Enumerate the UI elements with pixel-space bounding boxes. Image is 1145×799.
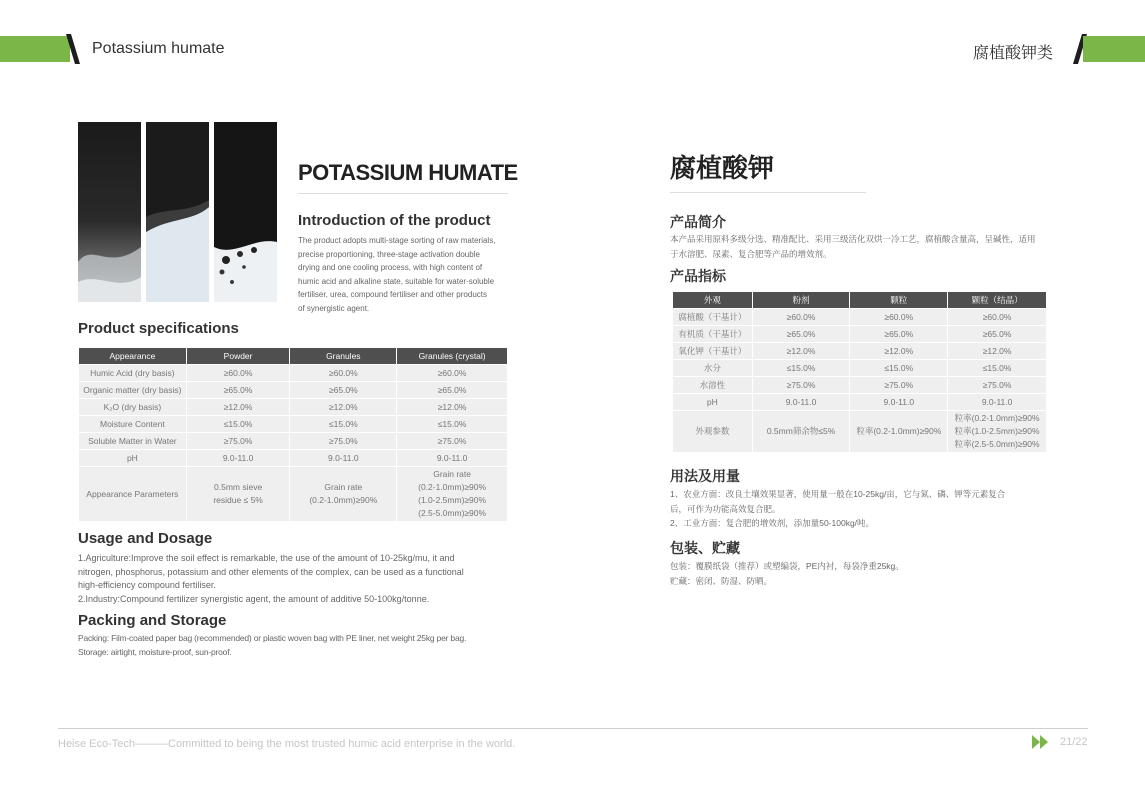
table-cell: Humic Acid (dry basis) [79,365,187,382]
table-header-cell: Granules (crystal) [397,348,508,365]
packing-heading-cn: 包装、贮藏 [670,540,740,556]
table-row [79,382,508,399]
table-cell: 粒率(0.2-1.0mm)≥90% [850,411,948,453]
table-header-cell: 颗粒 [850,292,948,309]
table-cell: ≥12.0% [397,399,508,416]
table-cell: ≥65.0% [186,382,290,399]
table-cell: 9.0-11.0 [397,450,508,467]
table-cell: ≥60.0% [290,365,397,382]
table-cell: ≤15.0% [850,360,948,377]
intro-heading-cn: 产品简介 [670,214,726,230]
spec-heading-cn: 产品指标 [670,268,726,284]
table-row [79,399,508,416]
table-cell: ≥12.0% [290,399,397,416]
divider [670,192,866,193]
table-cell: Appearance Parameters [79,467,187,522]
table-cell: 外观参数 [673,411,753,453]
product-image-crystal [214,122,277,302]
table-row [79,365,508,382]
table-cell: ≥75.0% [290,433,397,450]
page-title-cn: 腐植酸钾 [670,153,775,183]
table-cell: 腐植酸（干基计） [673,309,753,326]
table-cell: 9.0-11.0 [290,450,397,467]
table-header-row [79,348,508,365]
header-title-left: Potassium humate [92,40,225,57]
packing-text-cn: 包装：覆膜纸袋（推荐）或塑编袋，PE内衬，每袋净重25kg。 贮藏：密闭、防湿、防晒。 [670,561,904,586]
table-cell: 氧化钾（干基计） [673,343,753,360]
header-accent-bar-left [0,36,70,62]
table-cell: Soluble Matter in Water [79,433,187,450]
table-cell: ≥60.0% [397,365,508,382]
table-cell: ≤15.0% [752,360,850,377]
table-header-cell: Powder [186,348,290,365]
double-chevron-right-icon [1032,735,1050,749]
spec-table-en [78,347,508,522]
table-cell: ≥65.0% [752,326,850,343]
table-cell: 9.0-11.0 [752,394,850,411]
table-cell: ≥65.0% [948,326,1047,343]
usage-heading-cn: 用法及用量 [670,468,740,484]
table-cell: 水分 [673,360,753,377]
table-header-cell: Appearance [79,348,187,365]
table-cell: ≥60.0% [948,309,1047,326]
table-cell: 9.0-11.0 [186,450,290,467]
table-row [79,450,508,467]
table-cell: 水溶性 [673,377,753,394]
table-header-cell: 粉剂 [752,292,850,309]
table-cell: ≤15.0% [186,416,290,433]
table-cell: ≥60.0% [752,309,850,326]
table-cell: Organic matter (dry basis) [79,382,187,399]
table-cell: ≥12.0% [186,399,290,416]
table-cell: Moisture Content [79,416,187,433]
table-cell: K₂O (dry basis) [79,399,187,416]
divider [298,193,508,194]
table-cell: Grain rate (0.2-1.0mm)≥90% [290,467,397,522]
table-cell: pH [79,450,187,467]
table-cell: 有机质（干基计） [673,326,753,343]
slash-icon [66,34,80,64]
table-cell: ≥75.0% [397,433,508,450]
page-title-en: POTASSIUM HUMATE [298,160,518,185]
table-cell: ≥12.0% [850,343,948,360]
table-cell: ≥75.0% [752,377,850,394]
spec-heading-en: Product specifications [78,320,239,337]
intro-text-cn: 本产品采用原料多级分选、精准配比、采用三级活化双烘一冷工艺，腐植酸含量高，呈碱性，适用 于水溶肥、尿素、复合肥等产品的增效剂。 [670,234,1036,259]
table-cell: ≥12.0% [948,343,1047,360]
table-header-cell: 外观 [673,292,753,309]
table-cell: 9.0-11.0 [948,394,1047,411]
header-accent-bar-right [1083,36,1145,62]
product-image-powder [78,122,141,302]
table-cell: ≤15.0% [948,360,1047,377]
spec-table-cn [672,291,1047,453]
table-cell: 0.5mm sieve residue ≤ 5% [186,467,290,522]
intro-heading-en: Introduction of the product [298,212,491,229]
page-number: 21/22 [1060,736,1088,748]
table-row [673,360,1047,377]
table-header-row [673,292,1047,309]
table-row [673,309,1047,326]
table-cell: 粒率(0.2-1.0mm)≥90% 粒率(1.0-2.5mm)≥90% 粒率(2.5-5.0mm)≥90% [948,411,1047,453]
table-row [673,326,1047,343]
table-header-cell: 颗粒（结晶） [948,292,1047,309]
table-cell: ≥75.0% [850,377,948,394]
table-cell: ≥65.0% [290,382,397,399]
table-cell: ≤15.0% [397,416,508,433]
table-row [673,394,1047,411]
table-cell: ≤15.0% [290,416,397,433]
table-row [673,343,1047,360]
table-cell: ≥75.0% [186,433,290,450]
table-cell: ≥65.0% [850,326,948,343]
table-cell: pH [673,394,753,411]
product-image-granules [146,122,209,302]
table-cell: ≥60.0% [186,365,290,382]
footer-tagline: Heise Eco-Tech———Committed to being the most trusted humic acid enterprise in the world. [58,738,516,750]
usage-text-en: 1.Agriculture:Improve the soil effect is remarkable, the use of the amount of 10-25kg/mu, it and nitrogen, phosphorus, potassium and other elements of the complex, can be used as a functional high-efficiency compound fertiliser. 2.Industry:Compound fertilizer synergistic agent, the amount of additive 50-100kg/tonne. [78,553,464,604]
header-title-right: 腐植酸钾类 [972,45,1053,62]
usage-heading-en: Usage and Dosage [78,530,213,547]
table-row [673,411,1047,453]
table-row [79,416,508,433]
table-cell: ≥60.0% [850,309,948,326]
table-row [673,377,1047,394]
table-header-cell: Granules [290,348,397,365]
usage-text-cn: 1、农业方面：改良土壤效果显著，使用量一般在10-25kg/亩，它与氮、磷、钾等元素复合 后，可作为功能高效复合肥。 2、工业方面：复合肥的增效剂，添加量50-100kg/吨。 [670,489,1006,528]
packing-text-en: Packing: Film-coated paper bag (recommended) or plastic woven bag with PE liner, net weight 25kg per bag. Storage: airtight, moisture-proof, sun-proof. [78,633,467,657]
packing-heading-en: Packing and Storage [78,612,227,629]
table-cell: ≥75.0% [948,377,1047,394]
table-cell: ≥65.0% [397,382,508,399]
table-row [79,467,508,522]
table-cell: ≥12.0% [752,343,850,360]
table-cell: 9.0-11.0 [850,394,948,411]
table-row [79,433,508,450]
table-cell: Grain rate (0.2-1.0mm)≥90% (1.0-2.5mm)≥90% (2.5-5.0mm)≥90% [397,467,508,522]
footer-divider [58,728,1088,729]
intro-text-en: The product adopts multi-stage sorting of raw materials, precise proportioning, three-stage activation double drying and one cooling process, with high content of humic acid and alkaline state, suitable for water-soluble fertiliser, urea, compound fertiliser and other products of synergistic agent. [298,236,496,313]
table-cell: 0.5mm筛余物≤5% [752,411,850,453]
